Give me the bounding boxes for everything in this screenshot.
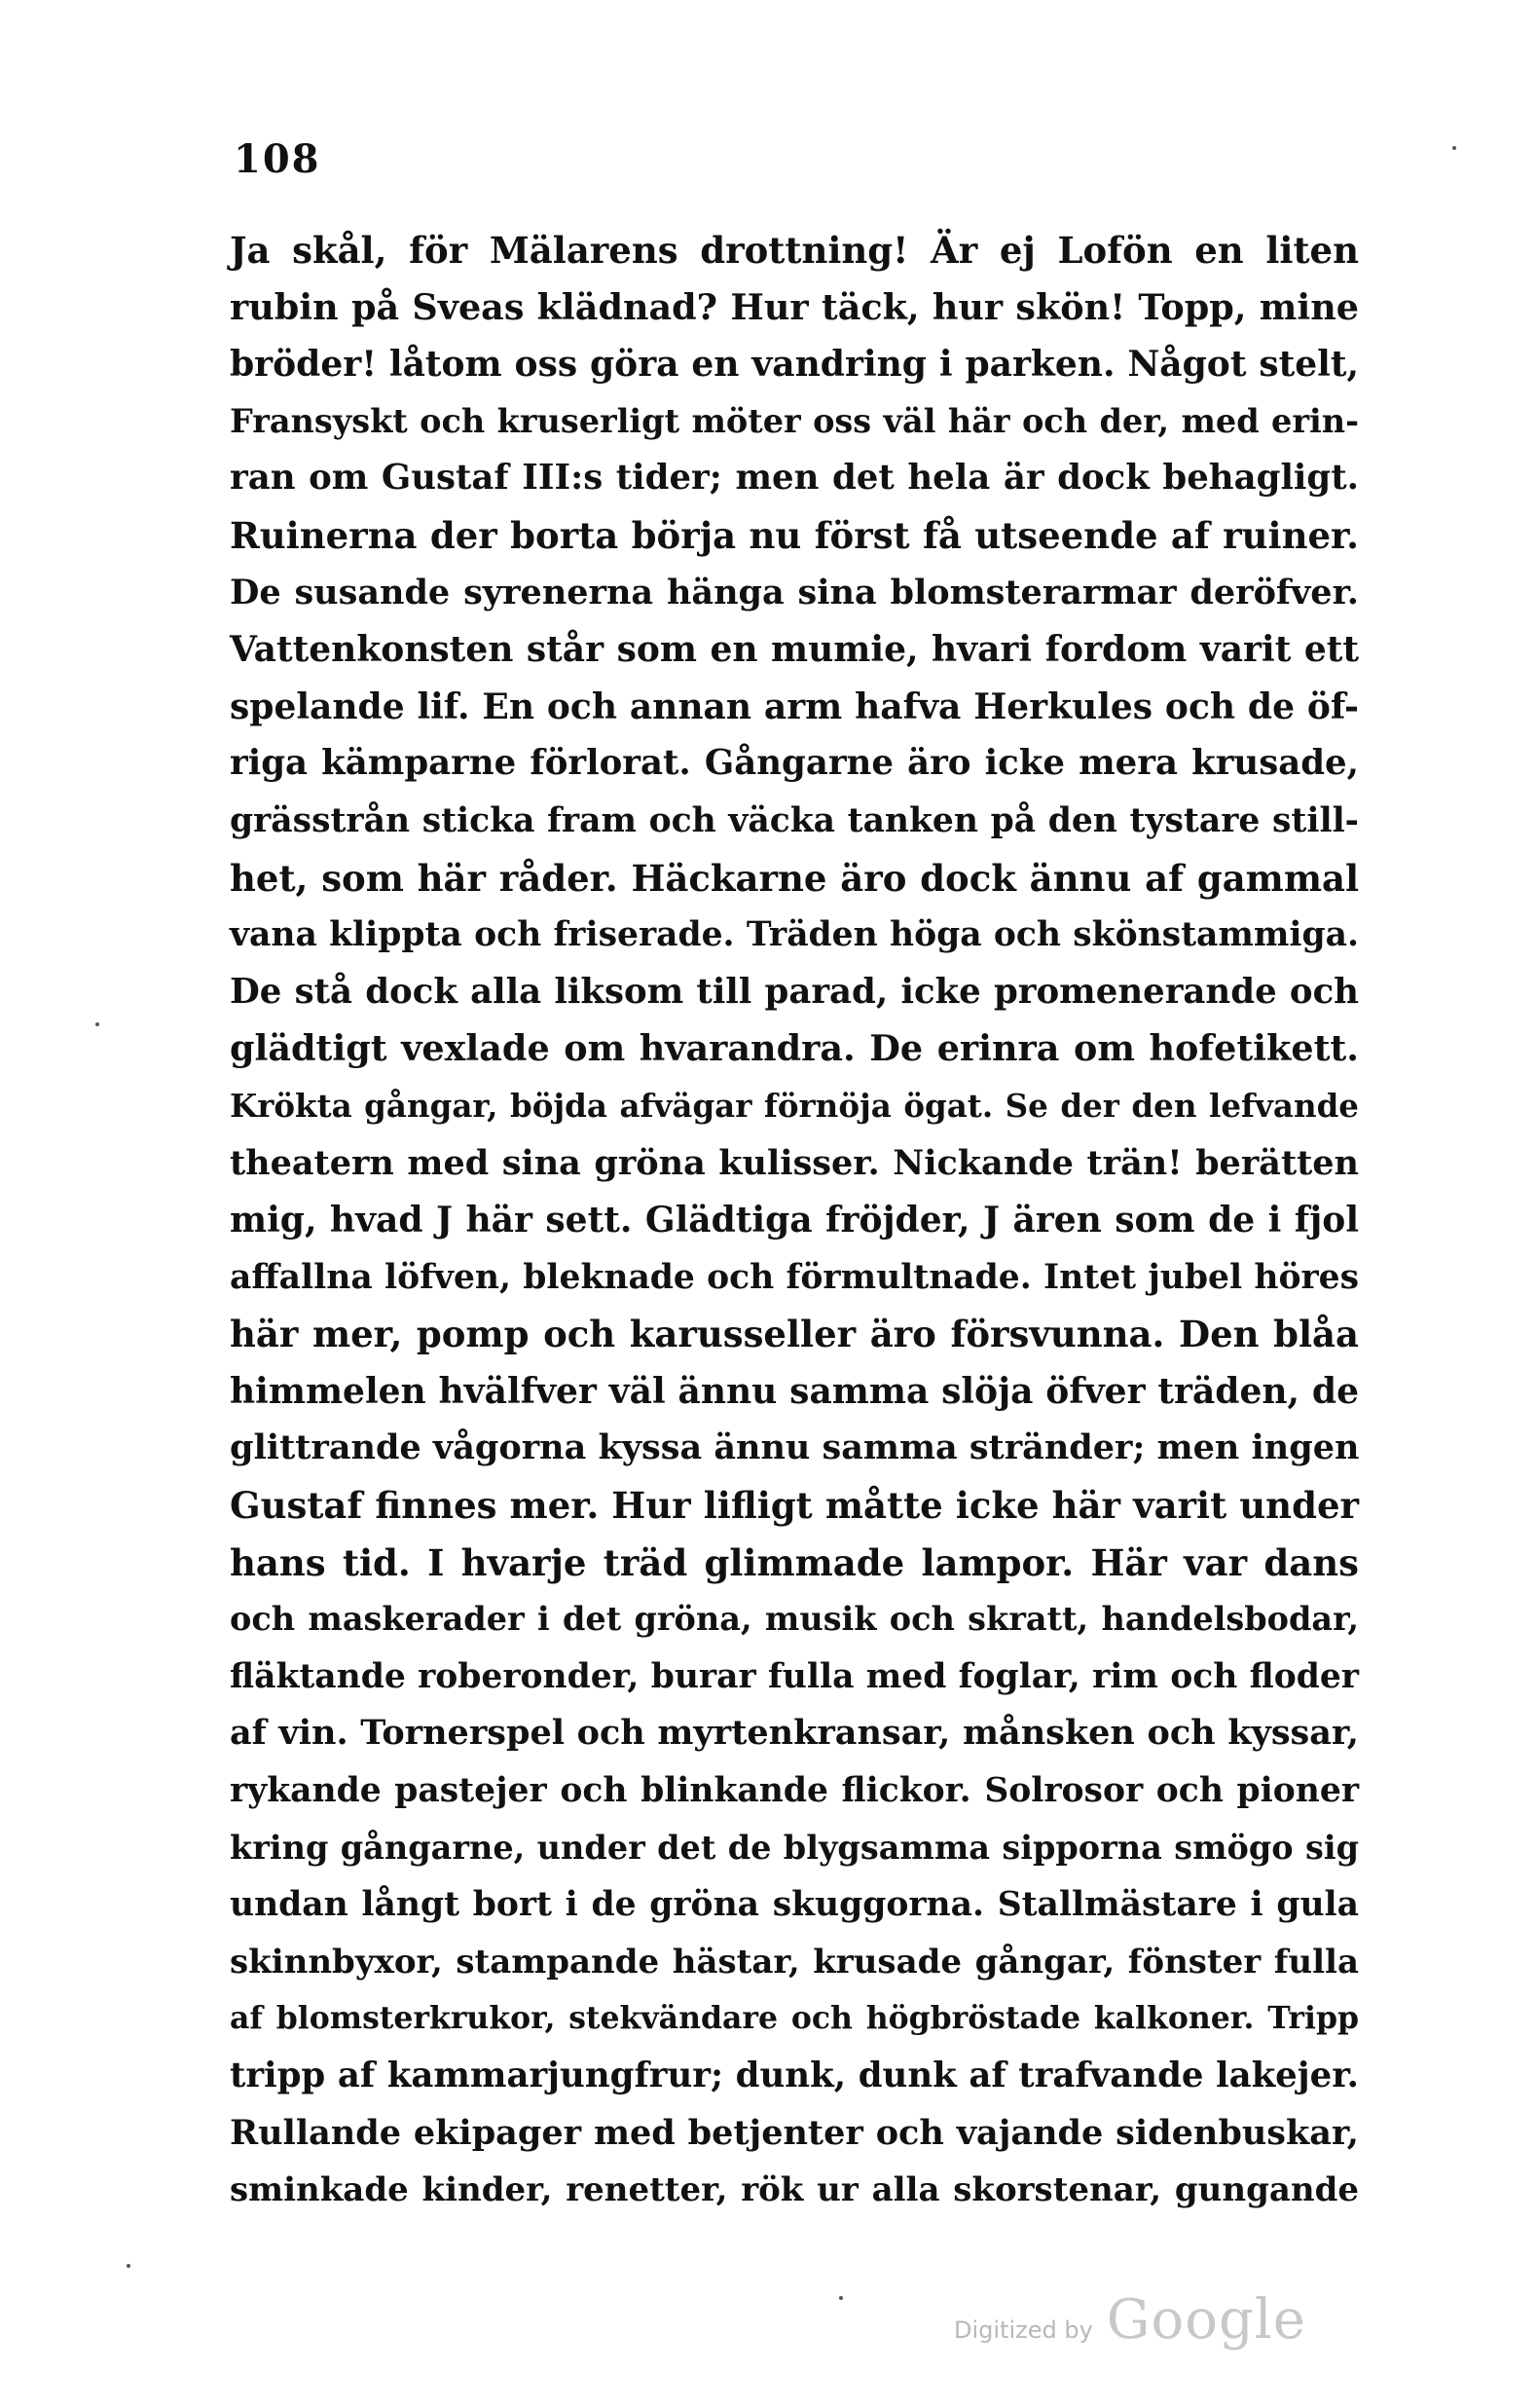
text-line: Krökta gångar, böjda afvägar förnöja ögat. Se der den lefvande [230, 1086, 1359, 1125]
text-line: mig, hvad J här sett. Glädtiga fröjder, J ären som de i fjol [230, 1200, 1359, 1241]
text-line: bröder! låtom oss göra en vandring i parken. Något stelt, [230, 344, 1359, 386]
watermark-prefix: Digitized by [954, 2316, 1093, 2344]
text-line: undan långt bort i de gröna skuggorna. Stallmästare i gula [230, 1885, 1359, 1925]
text-line: het, som här råder. Häckarne äro dock ännu af gammal [230, 856, 1359, 900]
text-line: spelande lif. En och annan arm hafva Herkules och de öf- [230, 685, 1359, 727]
scan-speck [95, 1022, 99, 1026]
text-line: grässtrån sticka fram och väcka tanken på den tystare still- [230, 800, 1359, 840]
text-line: Rullande ekipager med betjenter och vajande sidenbuskar, [230, 2112, 1359, 2153]
digitized-watermark [954, 2288, 1306, 2352]
text-line: sminkade kinder, renetter, rök ur alla skorstenar, gungande [230, 2170, 1359, 2210]
page-number: 108 [234, 136, 321, 182]
text-line: här mer, pomp och karusseller äro försvunna. Den blåa [230, 1313, 1359, 1356]
text-line: tripp af kammarjungfrur; dunk, dunk af trafvande lakejer. [230, 2056, 1359, 2095]
text-line: rykande pastejer och blinkande flickor. Solrosor och pioner [230, 1771, 1359, 1811]
text-line: De susande syrenerna hänga sina blomsterarmar deröfver. [230, 572, 1359, 612]
text-line: himmelen hvälfver väl ännu samma slöja öfver träden, de [230, 1370, 1359, 1412]
text-line: De stå dock alla liksom till parad, icke promenerande och [230, 971, 1359, 1012]
text-line: skinnbyxor, stampande hästar, krusade gångar, fönster fulla [230, 1942, 1359, 1982]
scan-speck [839, 2296, 843, 2300]
text-line: Fransyskt och kruserligt möter oss väl här och der, med erin- [230, 401, 1359, 440]
text-line: glädtigt vexlade om hvarandra. De erinra om hofetikett. [230, 1027, 1359, 1070]
scan-speck [127, 2264, 130, 2268]
text-line: theatern med sina gröna kulisser. Nickande trän! berätten [230, 1142, 1359, 1183]
text-line: af vin. Tornerspel och myrtenkransar, månsken och kyssar, [230, 1713, 1359, 1754]
text-line: ran om Gustaf III:s tider; men det hela är dock behagligt. [230, 458, 1359, 499]
text-line: Ja skål, för Mälarens drottning! Är ej Lofön en liten [230, 229, 1359, 272]
text-line: riga kämparne förlorat. Gångarne äro icke mera krusade, [230, 743, 1359, 784]
text-line: och maskerader i det gröna, musik och skratt, handelsbodar, [230, 1600, 1359, 1639]
text-line: Vattenkonsten står som en mumie, hvari fordom varit ett [230, 629, 1359, 671]
text-line: kring gångarne, under det de blygsamma sipporna smögo sig [230, 1828, 1359, 1867]
text-line: hans tid. I hvarje träd glimmade lampor. Här var dans [230, 1540, 1359, 1584]
text-line: rubin på Sveas klädnad? Hur täck, hur skön! Topp, mine [230, 285, 1359, 328]
text-line: affallna löfven, bleknade och förmultnade. Intet jubel höres [230, 1257, 1359, 1297]
text-line: fläktande roberonder, burar fulla med foglar, rim och floder [230, 1656, 1359, 1696]
scan-speck [1452, 146, 1456, 150]
text-line: vana klippta och friserade. Träden höga och skönstammiga. [230, 915, 1359, 955]
text-line: Ruinerna der borta börja nu först få utseende af ruiner. [230, 513, 1359, 557]
text-line: af blomsterkrukor, stekvändare och högbröstade kalkoner. Tripp [230, 2000, 1359, 2037]
text-line: Gustaf finnes mer. Hur lifligt måtte icke här varit under [230, 1484, 1359, 1528]
google-logo-icon: Google [1106, 2288, 1306, 2352]
body-text [230, 222, 1359, 2219]
text-line: glittrande vågorna kyssa ännu samma stränder; men ingen [230, 1427, 1360, 1468]
